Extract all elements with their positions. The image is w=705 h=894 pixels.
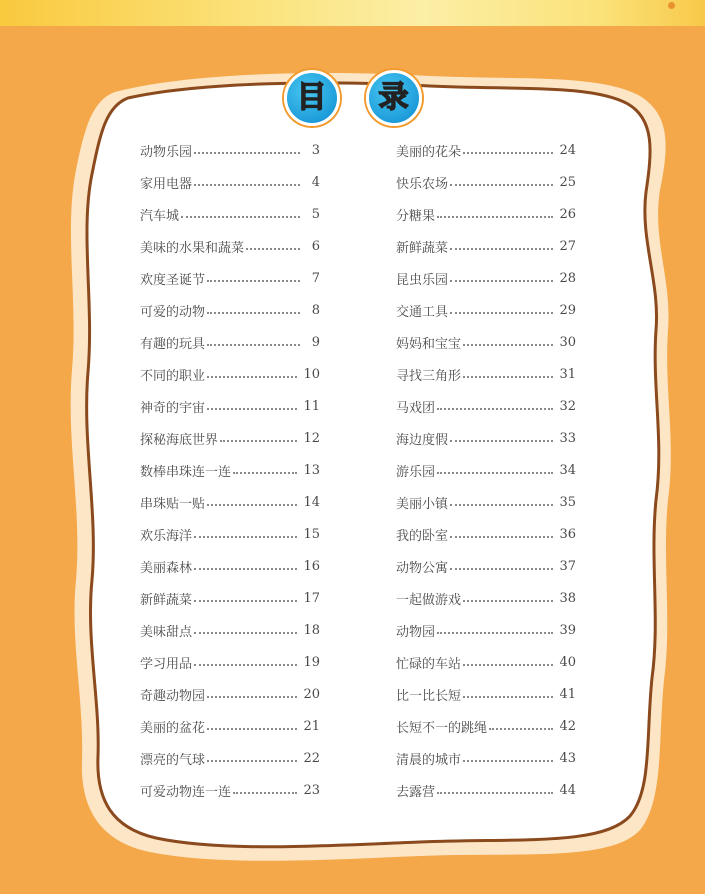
dot-leader bbox=[233, 471, 297, 474]
toc-entry-title: 动物园 bbox=[396, 624, 436, 640]
dot-leader bbox=[437, 791, 553, 794]
dot-leader bbox=[489, 727, 553, 730]
dot-leader bbox=[450, 535, 553, 538]
dot-leader bbox=[437, 631, 553, 634]
toc-entry bbox=[396, 230, 576, 262]
toc-entry-title: 一起做游戏 bbox=[396, 592, 462, 608]
toc-entry-page-number: 27 bbox=[559, 238, 576, 254]
toc-entry-page-number: 32 bbox=[559, 398, 576, 414]
dot-leader bbox=[450, 311, 553, 314]
toc-entry-page-number: 24 bbox=[559, 142, 576, 158]
toc-entry-page-number: 9 bbox=[311, 334, 320, 350]
toc-entry bbox=[140, 550, 320, 582]
toc-entry-title: 美丽的花朵 bbox=[396, 144, 462, 160]
toc-entry-page-number: 44 bbox=[559, 782, 576, 798]
toc-entry-page-number: 26 bbox=[559, 206, 576, 222]
toc-entry bbox=[140, 678, 320, 710]
dot-leader bbox=[194, 535, 297, 538]
toc-entry-title: 不同的职业 bbox=[140, 368, 206, 384]
toc-entry bbox=[140, 294, 320, 326]
toc-entry-page-number: 10 bbox=[303, 366, 320, 382]
title-char-1: 目 bbox=[296, 80, 327, 115]
toc-entry bbox=[396, 294, 576, 326]
toc-entry-title: 学习用品 bbox=[140, 656, 193, 672]
toc-entry-page-number: 22 bbox=[303, 750, 320, 766]
toc-entry-title: 探秘海底世界 bbox=[140, 432, 219, 448]
toc-entry-page-number: 21 bbox=[303, 718, 320, 734]
dot-leader bbox=[463, 151, 553, 154]
toc-entry-page-number: 31 bbox=[559, 366, 576, 382]
toc-entry bbox=[140, 390, 320, 422]
table-of-contents bbox=[140, 134, 576, 806]
toc-entry-title: 分糖果 bbox=[396, 208, 436, 224]
dot-leader bbox=[463, 343, 553, 346]
dot-leader bbox=[194, 663, 297, 666]
toc-entry-title: 动物公寓 bbox=[396, 560, 449, 576]
dot-leader bbox=[450, 183, 553, 186]
toc-entry-page-number: 8 bbox=[311, 302, 320, 318]
toc-entry-page-number: 34 bbox=[559, 462, 576, 478]
toc-entry-title: 神奇的宇宙 bbox=[140, 400, 206, 416]
toc-entry-title: 欢度圣诞节 bbox=[140, 272, 206, 288]
toc-entry bbox=[396, 646, 576, 678]
toc-entry-page-number: 17 bbox=[303, 590, 320, 606]
toc-entry-title: 快乐农场 bbox=[396, 176, 449, 192]
toc-entry bbox=[396, 742, 576, 774]
toc-entry bbox=[396, 774, 576, 806]
toc-entry-page-number: 43 bbox=[559, 750, 576, 766]
dot-leader bbox=[463, 375, 553, 378]
toc-entry-page-number: 23 bbox=[303, 782, 320, 798]
dot-leader bbox=[450, 567, 553, 570]
toc-entry bbox=[140, 742, 320, 774]
toc-entry-title: 家用电器 bbox=[140, 176, 193, 192]
title-badge-2 bbox=[366, 70, 422, 126]
toc-entry bbox=[396, 390, 576, 422]
toc-entry-page-number: 38 bbox=[559, 590, 576, 606]
toc-entry-title: 动物乐园 bbox=[140, 144, 193, 160]
toc-entry-page-number: 20 bbox=[303, 686, 320, 702]
dot-leader bbox=[207, 727, 297, 730]
dot-leader bbox=[437, 407, 553, 410]
toc-entry-title: 马戏团 bbox=[396, 400, 436, 416]
dot-leader bbox=[207, 311, 300, 314]
dot-leader bbox=[207, 279, 300, 282]
toc-right-column bbox=[396, 134, 576, 806]
toc-entry bbox=[396, 582, 576, 614]
dot-leader bbox=[181, 215, 300, 218]
toc-entry-title: 妈妈和宝宝 bbox=[396, 336, 462, 352]
toc-entry bbox=[396, 134, 576, 166]
toc-entry-title: 新鲜蔬菜 bbox=[396, 240, 449, 256]
toc-left-column bbox=[140, 134, 320, 806]
title-badge-1 bbox=[284, 70, 340, 126]
toc-title bbox=[0, 70, 705, 122]
toc-entry bbox=[396, 550, 576, 582]
toc-entry-page-number: 18 bbox=[303, 622, 320, 638]
toc-entry bbox=[396, 326, 576, 358]
dot-leader bbox=[450, 247, 553, 250]
dot-leader bbox=[450, 439, 553, 442]
toc-entry-title: 比一比长短 bbox=[396, 688, 462, 704]
toc-entry-page-number: 29 bbox=[559, 302, 576, 318]
toc-entry bbox=[396, 614, 576, 646]
toc-entry-page-number: 25 bbox=[559, 174, 576, 190]
toc-entry-title: 数棒串珠连一连 bbox=[140, 464, 232, 480]
toc-entry-page-number: 19 bbox=[303, 654, 320, 670]
toc-entry bbox=[396, 358, 576, 390]
toc-entry-title: 美味甜点 bbox=[140, 624, 193, 640]
toc-entry-title: 我的卧室 bbox=[396, 528, 449, 544]
toc-entry bbox=[396, 678, 576, 710]
toc-entry-title: 有趣的玩具 bbox=[140, 336, 206, 352]
toc-entry-title: 美味的水果和蔬菜 bbox=[140, 240, 245, 256]
toc-entry-page-number: 41 bbox=[559, 686, 576, 702]
toc-entry-title: 寻找三角形 bbox=[396, 368, 462, 384]
toc-entry-title: 汽车城 bbox=[140, 208, 180, 224]
toc-entry bbox=[396, 262, 576, 294]
dot-leader bbox=[450, 503, 553, 506]
dot-leader bbox=[207, 759, 297, 762]
toc-entry-page-number: 37 bbox=[559, 558, 576, 574]
toc-entry-page-number: 15 bbox=[303, 526, 320, 542]
toc-entry bbox=[140, 134, 320, 166]
toc-entry bbox=[140, 486, 320, 518]
toc-entry-page-number: 4 bbox=[311, 174, 320, 190]
toc-entry-page-number: 13 bbox=[303, 462, 320, 478]
toc-entry-page-number: 16 bbox=[303, 558, 320, 574]
toc-entry-page-number: 7 bbox=[311, 270, 320, 286]
dot-leader bbox=[207, 503, 297, 506]
toc-entry bbox=[140, 326, 320, 358]
toc-entry-page-number: 33 bbox=[559, 430, 576, 446]
toc-entry bbox=[140, 198, 320, 230]
toc-entry-title: 忙碌的车站 bbox=[396, 656, 462, 672]
toc-entry-page-number: 35 bbox=[559, 494, 576, 510]
dot-leader bbox=[437, 215, 553, 218]
toc-entry-title: 奇趣动物园 bbox=[140, 688, 206, 704]
toc-entry-title: 美丽的盆花 bbox=[140, 720, 206, 736]
toc-entry-title: 交通工具 bbox=[396, 304, 449, 320]
toc-entry bbox=[140, 422, 320, 454]
toc-entry-page-number: 14 bbox=[303, 494, 320, 510]
toc-entry-page-number: 5 bbox=[311, 206, 320, 222]
dot-leader bbox=[463, 663, 553, 666]
dot-leader bbox=[194, 567, 297, 570]
toc-entry bbox=[140, 710, 320, 742]
dot-leader bbox=[207, 343, 300, 346]
dot-leader bbox=[207, 375, 297, 378]
toc-entry bbox=[140, 262, 320, 294]
toc-entry-title: 漂亮的气球 bbox=[140, 752, 206, 768]
dot-leader bbox=[207, 695, 297, 698]
dot-leader bbox=[463, 759, 553, 762]
dot-leader bbox=[194, 183, 300, 186]
toc-entry bbox=[396, 518, 576, 550]
toc-entry-title: 昆虫乐园 bbox=[396, 272, 449, 288]
toc-entry-title: 串珠贴一贴 bbox=[140, 496, 206, 512]
toc-entry-page-number: 3 bbox=[311, 142, 320, 158]
toc-entry-title: 美丽小镇 bbox=[396, 496, 449, 512]
toc-entry bbox=[396, 166, 576, 198]
toc-entry bbox=[140, 582, 320, 614]
toc-entry-title: 清晨的城市 bbox=[396, 752, 462, 768]
toc-entry bbox=[396, 454, 576, 486]
dot-leader bbox=[233, 791, 297, 794]
toc-entry bbox=[140, 358, 320, 390]
dot-leader bbox=[194, 151, 300, 154]
toc-entry bbox=[396, 486, 576, 518]
dot-leader bbox=[194, 599, 297, 602]
toc-entry bbox=[140, 166, 320, 198]
dot-leader bbox=[220, 439, 297, 442]
dot-leader bbox=[463, 695, 553, 698]
toc-entry bbox=[396, 710, 576, 742]
title-char-2: 录 bbox=[378, 80, 409, 115]
toc-entry-page-number: 40 bbox=[559, 654, 576, 670]
toc-entry-page-number: 11 bbox=[303, 398, 320, 414]
toc-entry-title: 可爱的动物 bbox=[140, 304, 206, 320]
toc-entry bbox=[396, 198, 576, 230]
toc-entry-page-number: 36 bbox=[559, 526, 576, 542]
toc-entry-page-number: 6 bbox=[311, 238, 320, 254]
toc-entry-title: 游乐园 bbox=[396, 464, 436, 480]
toc-entry bbox=[396, 422, 576, 454]
dot-leader bbox=[450, 279, 553, 282]
toc-entry-page-number: 42 bbox=[559, 718, 576, 734]
toc-entry-page-number: 28 bbox=[559, 270, 576, 286]
dot-leader bbox=[207, 407, 297, 410]
toc-entry-page-number: 12 bbox=[303, 430, 320, 446]
toc-entry-title: 欢乐海洋 bbox=[140, 528, 193, 544]
dot-leader bbox=[246, 247, 300, 250]
toc-entry-page-number: 30 bbox=[559, 334, 576, 350]
toc-entry bbox=[140, 230, 320, 262]
toc-entry bbox=[140, 614, 320, 646]
toc-entry-title: 去露营 bbox=[396, 784, 436, 800]
toc-entry-title: 美丽森林 bbox=[140, 560, 193, 576]
dot-leader bbox=[437, 471, 553, 474]
toc-entry-page-number: 39 bbox=[559, 622, 576, 638]
toc-entry-title: 长短不一的跳绳 bbox=[396, 720, 488, 736]
toc-entry-title: 可爱动物连一连 bbox=[140, 784, 232, 800]
toc-entry bbox=[140, 518, 320, 550]
toc-entry bbox=[140, 646, 320, 678]
dot-leader bbox=[463, 599, 553, 602]
toc-entry-title: 海边度假 bbox=[396, 432, 449, 448]
toc-entry bbox=[140, 774, 320, 806]
toc-entry-title: 新鲜蔬菜 bbox=[140, 592, 193, 608]
toc-entry bbox=[140, 454, 320, 486]
dot-leader bbox=[194, 631, 297, 634]
